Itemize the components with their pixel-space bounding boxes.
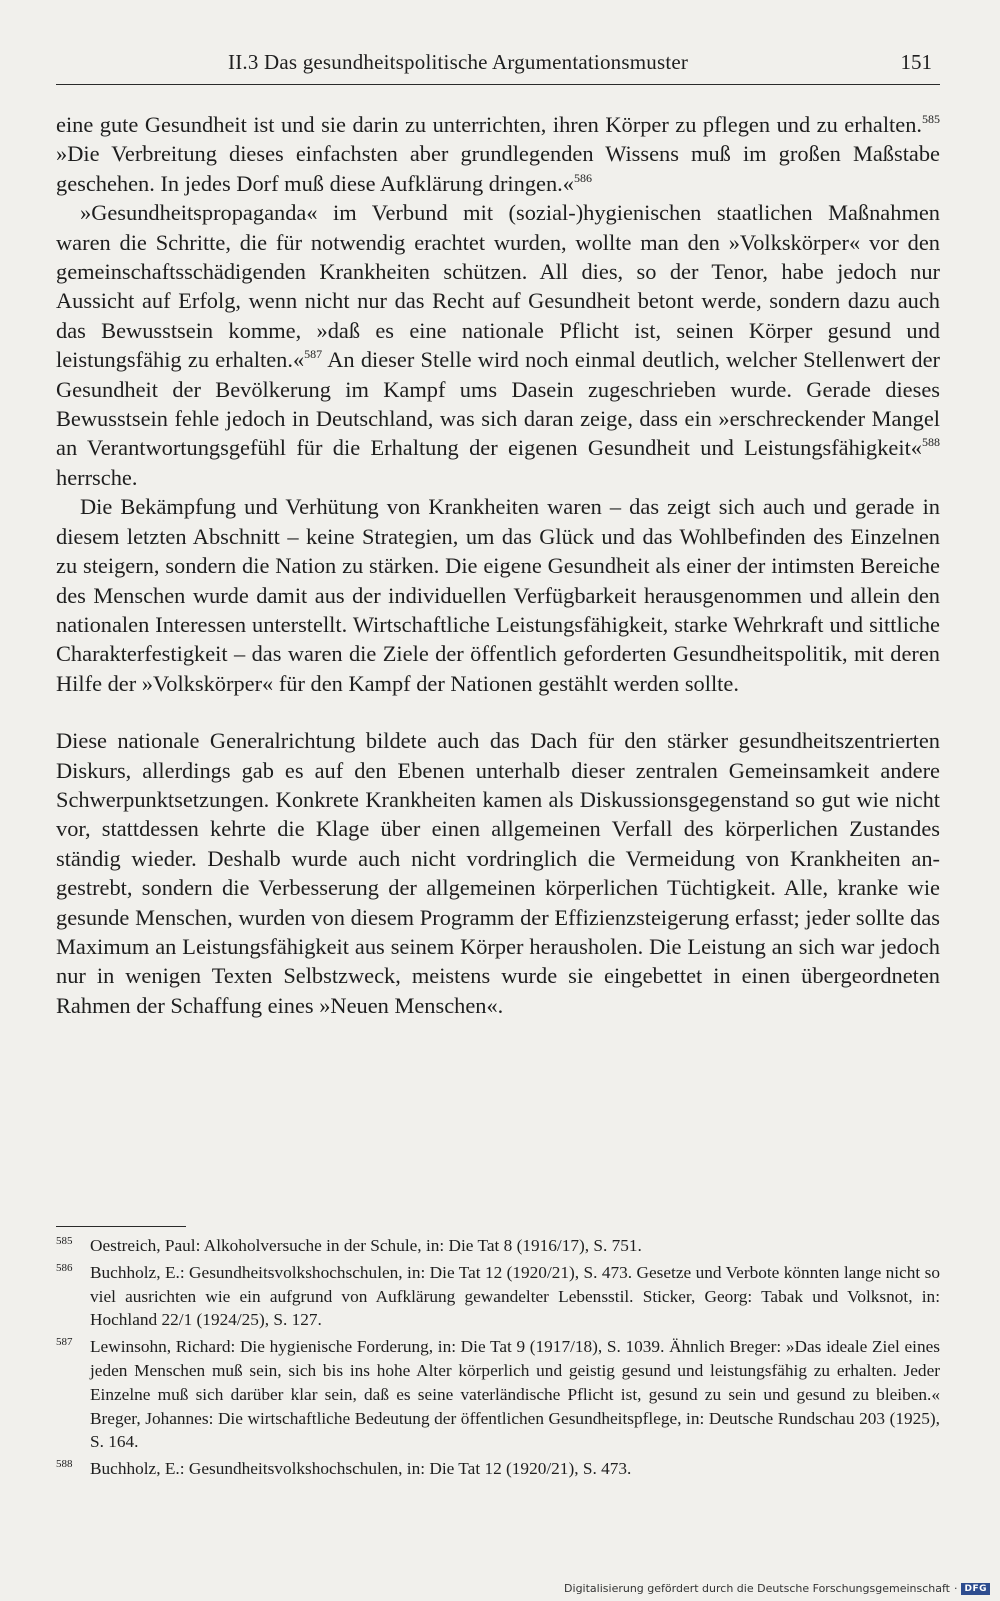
text-run: »Gesundheitspropaganda« im Verbund mit (sozial-)hygienischen staatlichen Maßnahmen waren die Schritte, die für notwendig erachtet wurden, wollte man den »Volkskörper« vor den gemeinschaftsschädigenden Krankheiten schützen. All dies, so der Tenor, habe jedoch nur Aussicht auf Erfolg, wenn nicht nur das Recht auf Gesundheit betont werde, sondern dazu auch das Bewusstsein komme, »daß es eine nationale Pflicht ist, seinen Körper gesund und leistungsfähig zu erhalten.« bbox=[56, 200, 940, 373]
footnote-ref: 586 bbox=[573, 170, 592, 185]
footnote-number: 585 bbox=[56, 1235, 73, 1247]
credit-text: Digitalisierung gefördert durch die Deutsche Forschungsgemeinschaft bbox=[564, 1582, 950, 1595]
footnote-585 bbox=[56, 1234, 940, 1258]
footnote-586 bbox=[56, 1261, 940, 1332]
paragraph-1 bbox=[56, 110, 940, 198]
text-run: herrsche. bbox=[56, 464, 138, 490]
footnote-588 bbox=[56, 1457, 940, 1481]
footnote-text: Buchholz, E.: Gesundheitsvolkshochschulen, in: Die Tat 12 (1920/21), S. 473. bbox=[90, 1459, 632, 1479]
digitization-credit: Digitalisierung gefördert durch die Deutsche Forschungsgemeinschaft · DFG bbox=[564, 1582, 990, 1595]
running-header bbox=[56, 50, 940, 85]
footnote-number: 586 bbox=[56, 1261, 73, 1274]
footnote-587 bbox=[56, 1335, 940, 1454]
footnote-ref: 585 bbox=[922, 112, 940, 126]
paragraph-4: Diese nationale Generalrichtung bildete auch das Dach für den stärker gesundheitszentrierten Diskurs, allerdings gab es auf den Ebenen unterhalb dieser zentralen Gemeinsamkeit andere Schwerpunktsetzungen. Konkrete Krankheiten kamen als Diskussionsgegenstand so gut wie nicht vor, stattdessen kehrte die Klage über einen allgemeinen Verfall des körperlichen Zustandes ständig wieder. Deshalb wurde auch nicht vordringlich die Vermeidung von Krankheiten angestrebt, sondern die Verbesserung der allgemeinen körperlichen Tüchtigkeit. Alle, kranke wie gesunde Menschen, wurden von diesem Programm der Effizienzsteigerung erfasst; jeder sollte das Maximum an Leistungsfähigkeit aus seinem Körper herausholen. Die Leistung an sich war jedoch nur in wenigen Texten Selbstzweck, meistens wurde sie eingebettet in einen übergeordneten Rahmen der Schaffung eines »Neuen Menschen«. bbox=[56, 728, 940, 1018]
footnote-number: 587 bbox=[56, 1336, 73, 1349]
footnote-separator bbox=[56, 1226, 186, 1227]
footnote-text: Oestreich, Paul: Alkoholversuche in der Schule, in: Die Tat 8 (1916/17), S. 751. bbox=[90, 1236, 642, 1255]
footnote-number: 588 bbox=[56, 1458, 73, 1471]
paragraph-3: Die Bekämpfung und Verhütung von Krankheiten waren – das zeigt sich auch und gerade in diesem letzten Abschnitt – keine Strategien, um das Glück und das Wohlbefinden des Einzelnen zu steigern, sondern die Nation zu stärken. Die eigene Gesundheit als einer der intimsten Bereiche des Menschen wurde damit aus der individuellen Verfügbarkeit herausgenommen und allein den nationalen Interessen unterstellt. Wirtschaftliche Leistungsfähigkeit, starke Wehrkraft und sittliche Charakterfestigkeit – das waren die Ziele der öffentlich geforderten Gesundheitspolitik, mit deren Hilfe der »Volkskörper« für den Kampf der Nationen gestählt werden sollte. bbox=[56, 494, 940, 696]
footnote-text: Buchholz, E.: Gesundheitsvolkshochschulen, in: Die Tat 12 (1920/21), S. 473. Gesetze und Verbote könnten lange nicht so viel ausrichten wie ein aufgrund von Aufklärung gewandelter Lebensstil. Sticker, Georg: Tabak und Volksnot, in: Hochland 22/1 (1924/25), S. 127. bbox=[90, 1262, 940, 1330]
dfg-logo-icon: DFG bbox=[961, 1583, 990, 1595]
footnote-text: Lewinsohn, Richard: Die hygienische Forderung, in: Die Tat 9 (1917/18), S. 1039. Ähnlich Breger: »Das ideale Ziel eines jeden Menschen muß sein, sich bis ins hohe Alter körperlich und geistig gesund und leistungsfähig zu erhalten. Jeder Einzelne muß sich darüber klar sein, daß es seine vaterländische Pflicht ist, gesund zu sein und gesund zu bleiben.« Breger, Johannes: Die wirtschaftliche Bedeutung der öffentlichen Gesundheitspflege, in: Deutsche Rundschau 203 (1925), S. 164. bbox=[90, 1337, 940, 1452]
text-run: An dieser Stelle wird noch einmal deutlich, welcher Stellenwert der Gesundheit der Bevölkerung im Kampf ums Dasein zugeschrieben wurde. Gerade dieses Bewusstsein fehle jedoch in Deutschland, was sich daran zeige, dass ein »erschreckender Mangel an Verantwortungsgefühl für die Erhaltung der eigenen Gesundheit und Leistungsfähigkeit« bbox=[56, 347, 940, 461]
text-run: eine gute Gesundheit ist und sie darin zu unterrichten, ihren Körper zu pflegen und zu erhalten. bbox=[56, 112, 922, 137]
footnote-ref: 587 bbox=[304, 347, 323, 362]
text-run: »Die Verbreitung dieses einfachsten aber grundlegenden Wissens muß im großen Maßstabe geschehen. In jedes Dorf muß diese Aufklärung dringen.« bbox=[56, 141, 940, 196]
paragraph-2 bbox=[56, 198, 940, 492]
running-title: II.3 Das gesundheitspolitische Argumentationsmuster bbox=[228, 50, 689, 74]
main-text bbox=[56, 110, 940, 1020]
footnote-ref: 588 bbox=[922, 435, 940, 450]
footnotes bbox=[56, 1234, 940, 1484]
page-number: 151 bbox=[900, 50, 932, 74]
